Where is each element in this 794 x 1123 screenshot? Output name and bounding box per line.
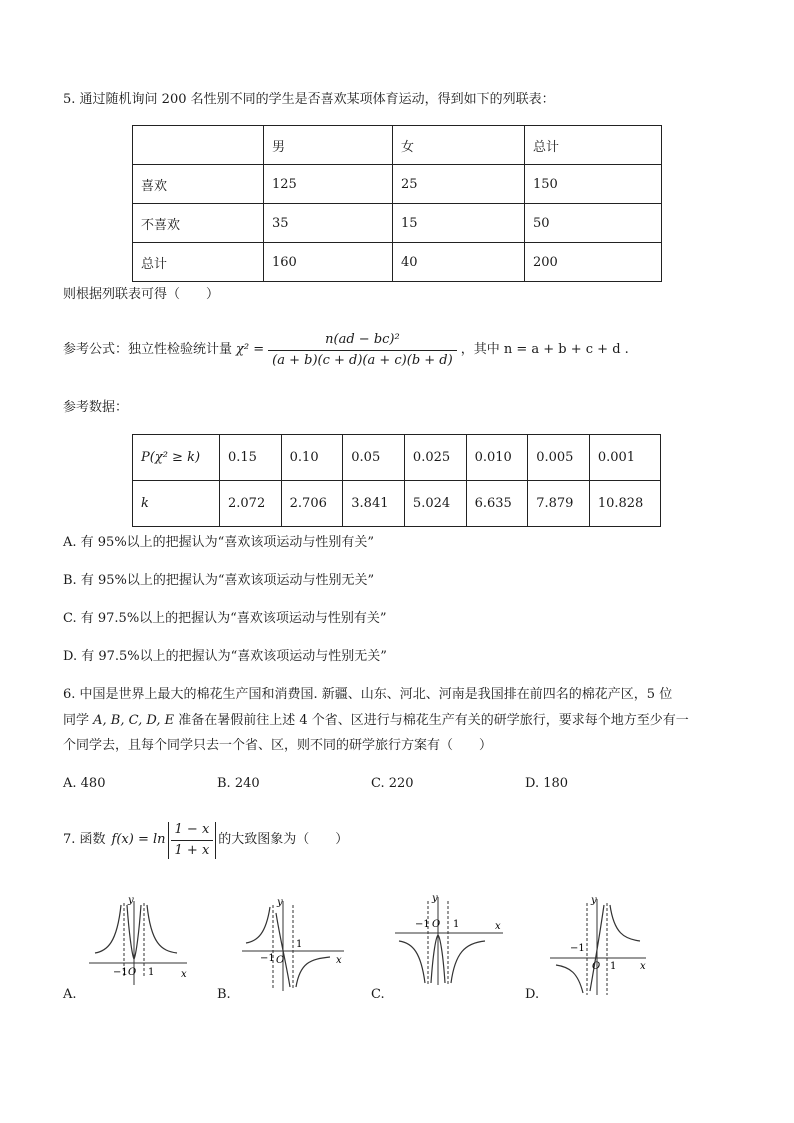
formula-tail: ，其中 n = a + b + c + d .	[460, 342, 629, 357]
ref-cell: 6.635	[466, 481, 528, 527]
curve-right	[296, 957, 330, 987]
ref-cell: 0.001	[589, 435, 660, 481]
curve-left	[556, 965, 583, 993]
q7-func: f(x) = ln	[111, 832, 166, 847]
ref-row1-head: P(χ² ≥ k)	[133, 435, 220, 481]
axis-y-label: y	[128, 895, 134, 906]
tick-pos-label: 1	[610, 961, 617, 972]
tick-neg-label: −1	[113, 967, 128, 978]
ref-cell: 5.024	[404, 481, 466, 527]
graph-b-label[interactable]: B.	[217, 987, 231, 1002]
graph-d[interactable]	[548, 893, 658, 998]
q7-denominator: 1 + x	[171, 840, 214, 859]
curve-left	[95, 905, 121, 953]
origin-label: O	[432, 919, 441, 930]
table-cell: 总计	[133, 243, 264, 282]
ref-cell: 0.10	[281, 435, 343, 481]
table-cell: 不喜欢	[133, 204, 264, 243]
q7-stem	[63, 818, 348, 862]
ref-cell: 0.05	[343, 435, 405, 481]
curve-left	[246, 907, 270, 943]
q6-line2-post: 准备在暑假前往上述 4 个省、区进行与棉花生产有关的研学旅行，要求每个地方至少有一	[174, 713, 689, 728]
table-cell: 25	[393, 165, 525, 204]
ref-cell: 0.010	[466, 435, 528, 481]
q5-prompt: 则根据列联表可得（ ）	[63, 287, 220, 302]
axis-x-label: x	[495, 921, 501, 932]
axis-y-label: y	[432, 893, 438, 904]
q5-option-b[interactable]: B. 有 95%以上的把握认为“喜欢该项运动与性别无关”	[63, 573, 375, 588]
contingency-table	[132, 125, 662, 282]
curve-right	[610, 905, 640, 941]
q5-option-d[interactable]: D. 有 97.5%以上的把握认为“喜欢该项运动与性别无关”	[63, 649, 387, 664]
ref-cell: 0.15	[220, 435, 282, 481]
q6-line1: 6. 中国是世界上最大的棉花生产国和消费国. 新疆、山东、河北、河南是我国排在前四名的棉花产区，5 位	[63, 687, 673, 702]
tick-pos-label: 1	[296, 939, 303, 950]
tick-pos-label: 1	[148, 967, 155, 978]
origin-label: O	[128, 967, 137, 978]
table-cell: 40	[393, 243, 525, 282]
q6-option-d[interactable]: D. 180	[525, 776, 569, 791]
axis-x-label: x	[336, 955, 342, 966]
table-cell: 50	[525, 204, 662, 243]
q7-abs	[168, 822, 217, 859]
tick-neg-label: −1	[260, 953, 275, 964]
q5-option-c[interactable]: C. 有 97.5%以上的把握认为“喜欢该项运动与性别有关”	[63, 611, 387, 626]
q6-students: A, B, C, D, E	[93, 713, 175, 728]
reference-table	[132, 434, 661, 527]
ref-cell: 0.005	[528, 435, 590, 481]
ref-label: 参考数据：	[63, 400, 129, 415]
origin-label: O	[276, 955, 285, 966]
table-header-cell: 男	[264, 126, 393, 165]
table-cell: 35	[264, 204, 393, 243]
formula-denominator: (a + b)(c + d)(a + c)(b + d)	[268, 350, 457, 369]
ref-cell: 0.025	[404, 435, 466, 481]
graph-a[interactable]	[87, 893, 197, 988]
curve-right	[147, 905, 177, 953]
ref-cell: 2.072	[220, 481, 282, 527]
ref-cell: 10.828	[589, 481, 660, 527]
ref-cell: 3.841	[343, 481, 405, 527]
q7-suffix: 的大致图象为（ ）	[218, 832, 349, 847]
table-header-cell	[133, 126, 264, 165]
table-header-cell: 女	[393, 126, 525, 165]
formula-label: 参考公式：独立性检验统计量	[63, 342, 233, 357]
q6-line2-pre: 同学	[63, 713, 94, 728]
table-cell: 15	[393, 204, 525, 243]
table-cell: 200	[525, 243, 662, 282]
q7-fraction	[171, 822, 214, 859]
table-cell: 喜欢	[133, 165, 264, 204]
q6-line3: 个同学去，且每个同学只去一个省、区，则不同的研学旅行方案有（ ）	[63, 738, 493, 753]
graph-c-label[interactable]: C.	[371, 987, 385, 1002]
table-cell: 150	[525, 165, 662, 204]
formula-numerator: n(ad − bc)²	[325, 331, 400, 347]
tick-pos-label: 1	[453, 919, 460, 930]
graph-d-label[interactable]: D.	[525, 987, 540, 1002]
table-cell: 125	[264, 165, 393, 204]
q5-stem: 5. 通过随机询问 200 名性别不同的学生是否喜欢某项体育运动，得到如下的列联表：	[63, 92, 555, 107]
graph-a-label[interactable]: A.	[63, 987, 77, 1002]
q6-option-b[interactable]: B. 240	[217, 776, 260, 791]
q6-option-a[interactable]: A. 480	[63, 776, 106, 791]
q7-numerator: 1 − x	[174, 821, 210, 837]
origin-label: O	[592, 961, 601, 972]
axis-y-label: y	[591, 895, 597, 906]
curve-right	[451, 941, 485, 983]
table-cell: 160	[264, 243, 393, 282]
table-header-cell: 总计	[525, 126, 662, 165]
tick-neg-label: −1	[570, 943, 585, 954]
q6-line2	[63, 713, 689, 729]
ref-row2-head: k	[133, 481, 220, 527]
axis-x-label: x	[181, 969, 187, 980]
graph-c[interactable]	[393, 893, 508, 988]
ref-cell: 7.879	[528, 481, 590, 527]
q5-option-a[interactable]: A. 有 95%以上的把握认为“喜欢该项运动与性别有关”	[63, 535, 374, 550]
q7-prefix: 7. 函数	[63, 832, 106, 847]
formula-line	[63, 330, 629, 370]
tick-neg-label: −1	[415, 919, 430, 930]
axis-x-label: x	[640, 961, 646, 972]
q6-option-c[interactable]: C. 220	[371, 776, 414, 791]
curve-left	[399, 941, 425, 983]
formula-lhs: χ² =	[236, 342, 265, 357]
axis-y-label: y	[277, 897, 283, 908]
graph-b[interactable]	[240, 893, 350, 993]
ref-cell: 2.706	[281, 481, 343, 527]
formula-fraction	[268, 332, 457, 369]
